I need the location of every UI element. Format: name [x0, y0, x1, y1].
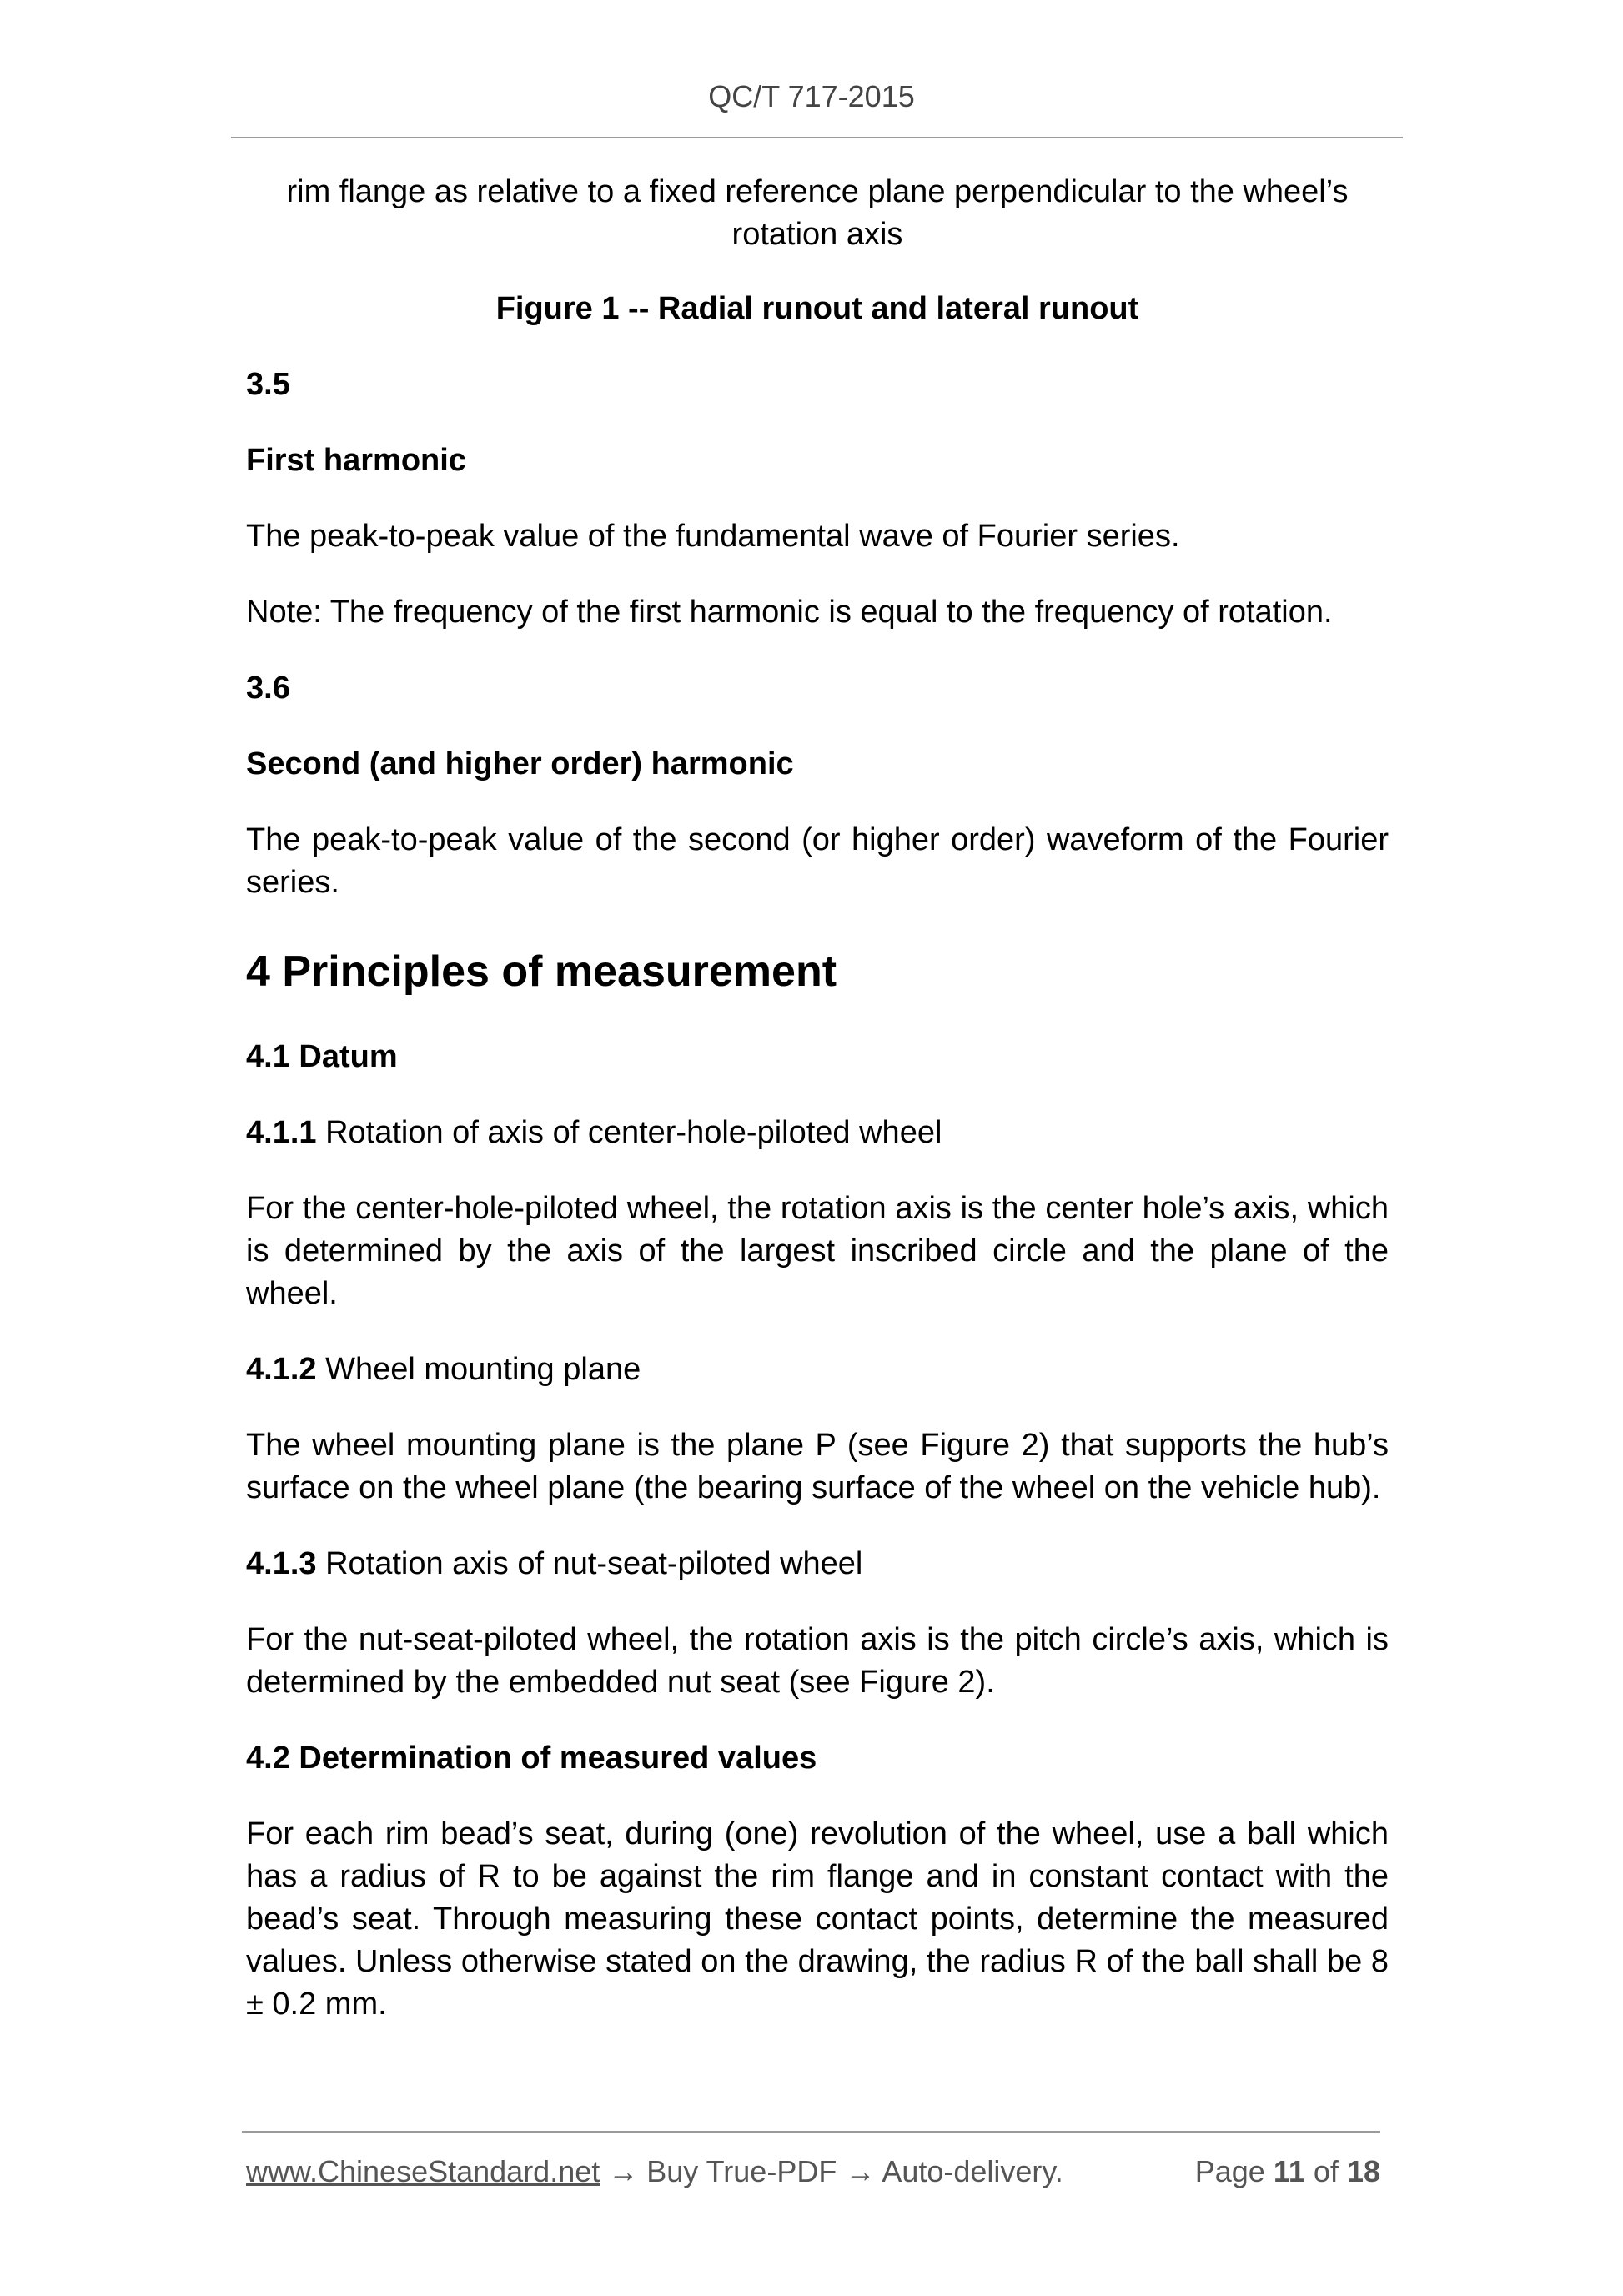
clause-heading-4-1-1 — [246, 1112, 1389, 1154]
clause-number-4-1-3: 4.1.3 — [246, 1546, 317, 1581]
term-title-first-harmonic: First harmonic — [246, 443, 466, 478]
clause-heading-4-1-3 — [246, 1543, 1389, 1585]
term-note-first-harmonic: Note: The frequency of the first harmonic is equal to the frequency of rotation. — [246, 595, 1333, 630]
clause-number-4-1-2: 4.1.2 — [246, 1352, 317, 1387]
page-counter — [1195, 2154, 1380, 2189]
clause-body-4-1-1: For the center-hole-piloted wheel, the rotation axis is the center hole’s axis, which is determined by the axis of the largest inscribed circle and the plane of the wheel. — [246, 1191, 1389, 1311]
clause-title-4-1-1: Rotation of axis of center-hole-piloted wheel — [325, 1115, 942, 1150]
page-footer — [246, 2154, 1380, 2189]
header-divider — [231, 137, 1403, 138]
subsection-body-4-2: For each rim bead’s seat, during (one) revolution of the wheel, use a ball which has a radius of R to be against the rim flange and in constant contact with the bead’s seat. Through measuring these contact points, determine the measured values. Unless otherwise stated on the drawing, the radius R of the ball shall be 8 ± 0.2 mm. — [246, 1816, 1389, 2022]
continuation-text-line-2: rotation axis — [731, 217, 903, 252]
footer-tagline: → Buy True-PDF → Auto-delivery. — [600, 2154, 1063, 2188]
clause-title-4-1-2: Wheel mounting plane — [325, 1352, 641, 1387]
footer-divider — [242, 2131, 1380, 2133]
clause-heading-4-1-2 — [246, 1349, 1389, 1391]
clause-body-4-1-2: The wheel mounting plane is the plane P (see Figure 2) that supports the hub’s surface on the wheel plane (the bearing surface of the wheel on the vehicle hub). — [246, 1428, 1389, 1505]
term-number-3-6: 3.6 — [246, 671, 290, 706]
page-total: 18 — [1346, 2154, 1380, 2188]
document-id-header: QC/T 717-2015 — [708, 79, 915, 113]
website-link[interactable]: www.ChineseStandard.net — [246, 2154, 600, 2188]
clause-body-4-1-3: For the nut-seat-piloted wheel, the rotation axis is the pitch circle’s axis, which is determined by the embedded nut seat (see Figure 2). — [246, 1622, 1389, 1700]
page-label: Page — [1194, 2154, 1265, 2188]
subsection-heading-4-2: 4.2 Determination of measured values — [246, 1741, 817, 1776]
term-definition-second-harmonic: The peak-to-peak value of the second (or higher order) waveform of the Fourier series. — [246, 822, 1389, 900]
page-content — [246, 171, 1389, 2026]
figure-caption: Figure 1 -- Radial runout and lateral runout — [495, 291, 1139, 326]
page-of-label: of — [1313, 2154, 1339, 2188]
term-definition-first-harmonic: The peak-to-peak value of the fundamental wave of Fourier series. — [246, 519, 1180, 554]
continuation-text-line-1: rim flange as relative to a fixed reference plane perpendicular to the wheel’s — [286, 174, 1349, 209]
term-title-second-harmonic: Second (and higher order) harmonic — [246, 746, 794, 781]
subsection-heading-4-1: 4.1 Datum — [246, 1039, 398, 1074]
term-number-3-5: 3.5 — [246, 367, 290, 402]
clause-title-4-1-3: Rotation axis of nut-seat-piloted wheel — [325, 1546, 863, 1581]
clause-number-4-1-1: 4.1.1 — [246, 1115, 317, 1150]
page-current: 11 — [1273, 2154, 1305, 2188]
section-heading-4: 4 Principles of measurement — [246, 947, 837, 996]
